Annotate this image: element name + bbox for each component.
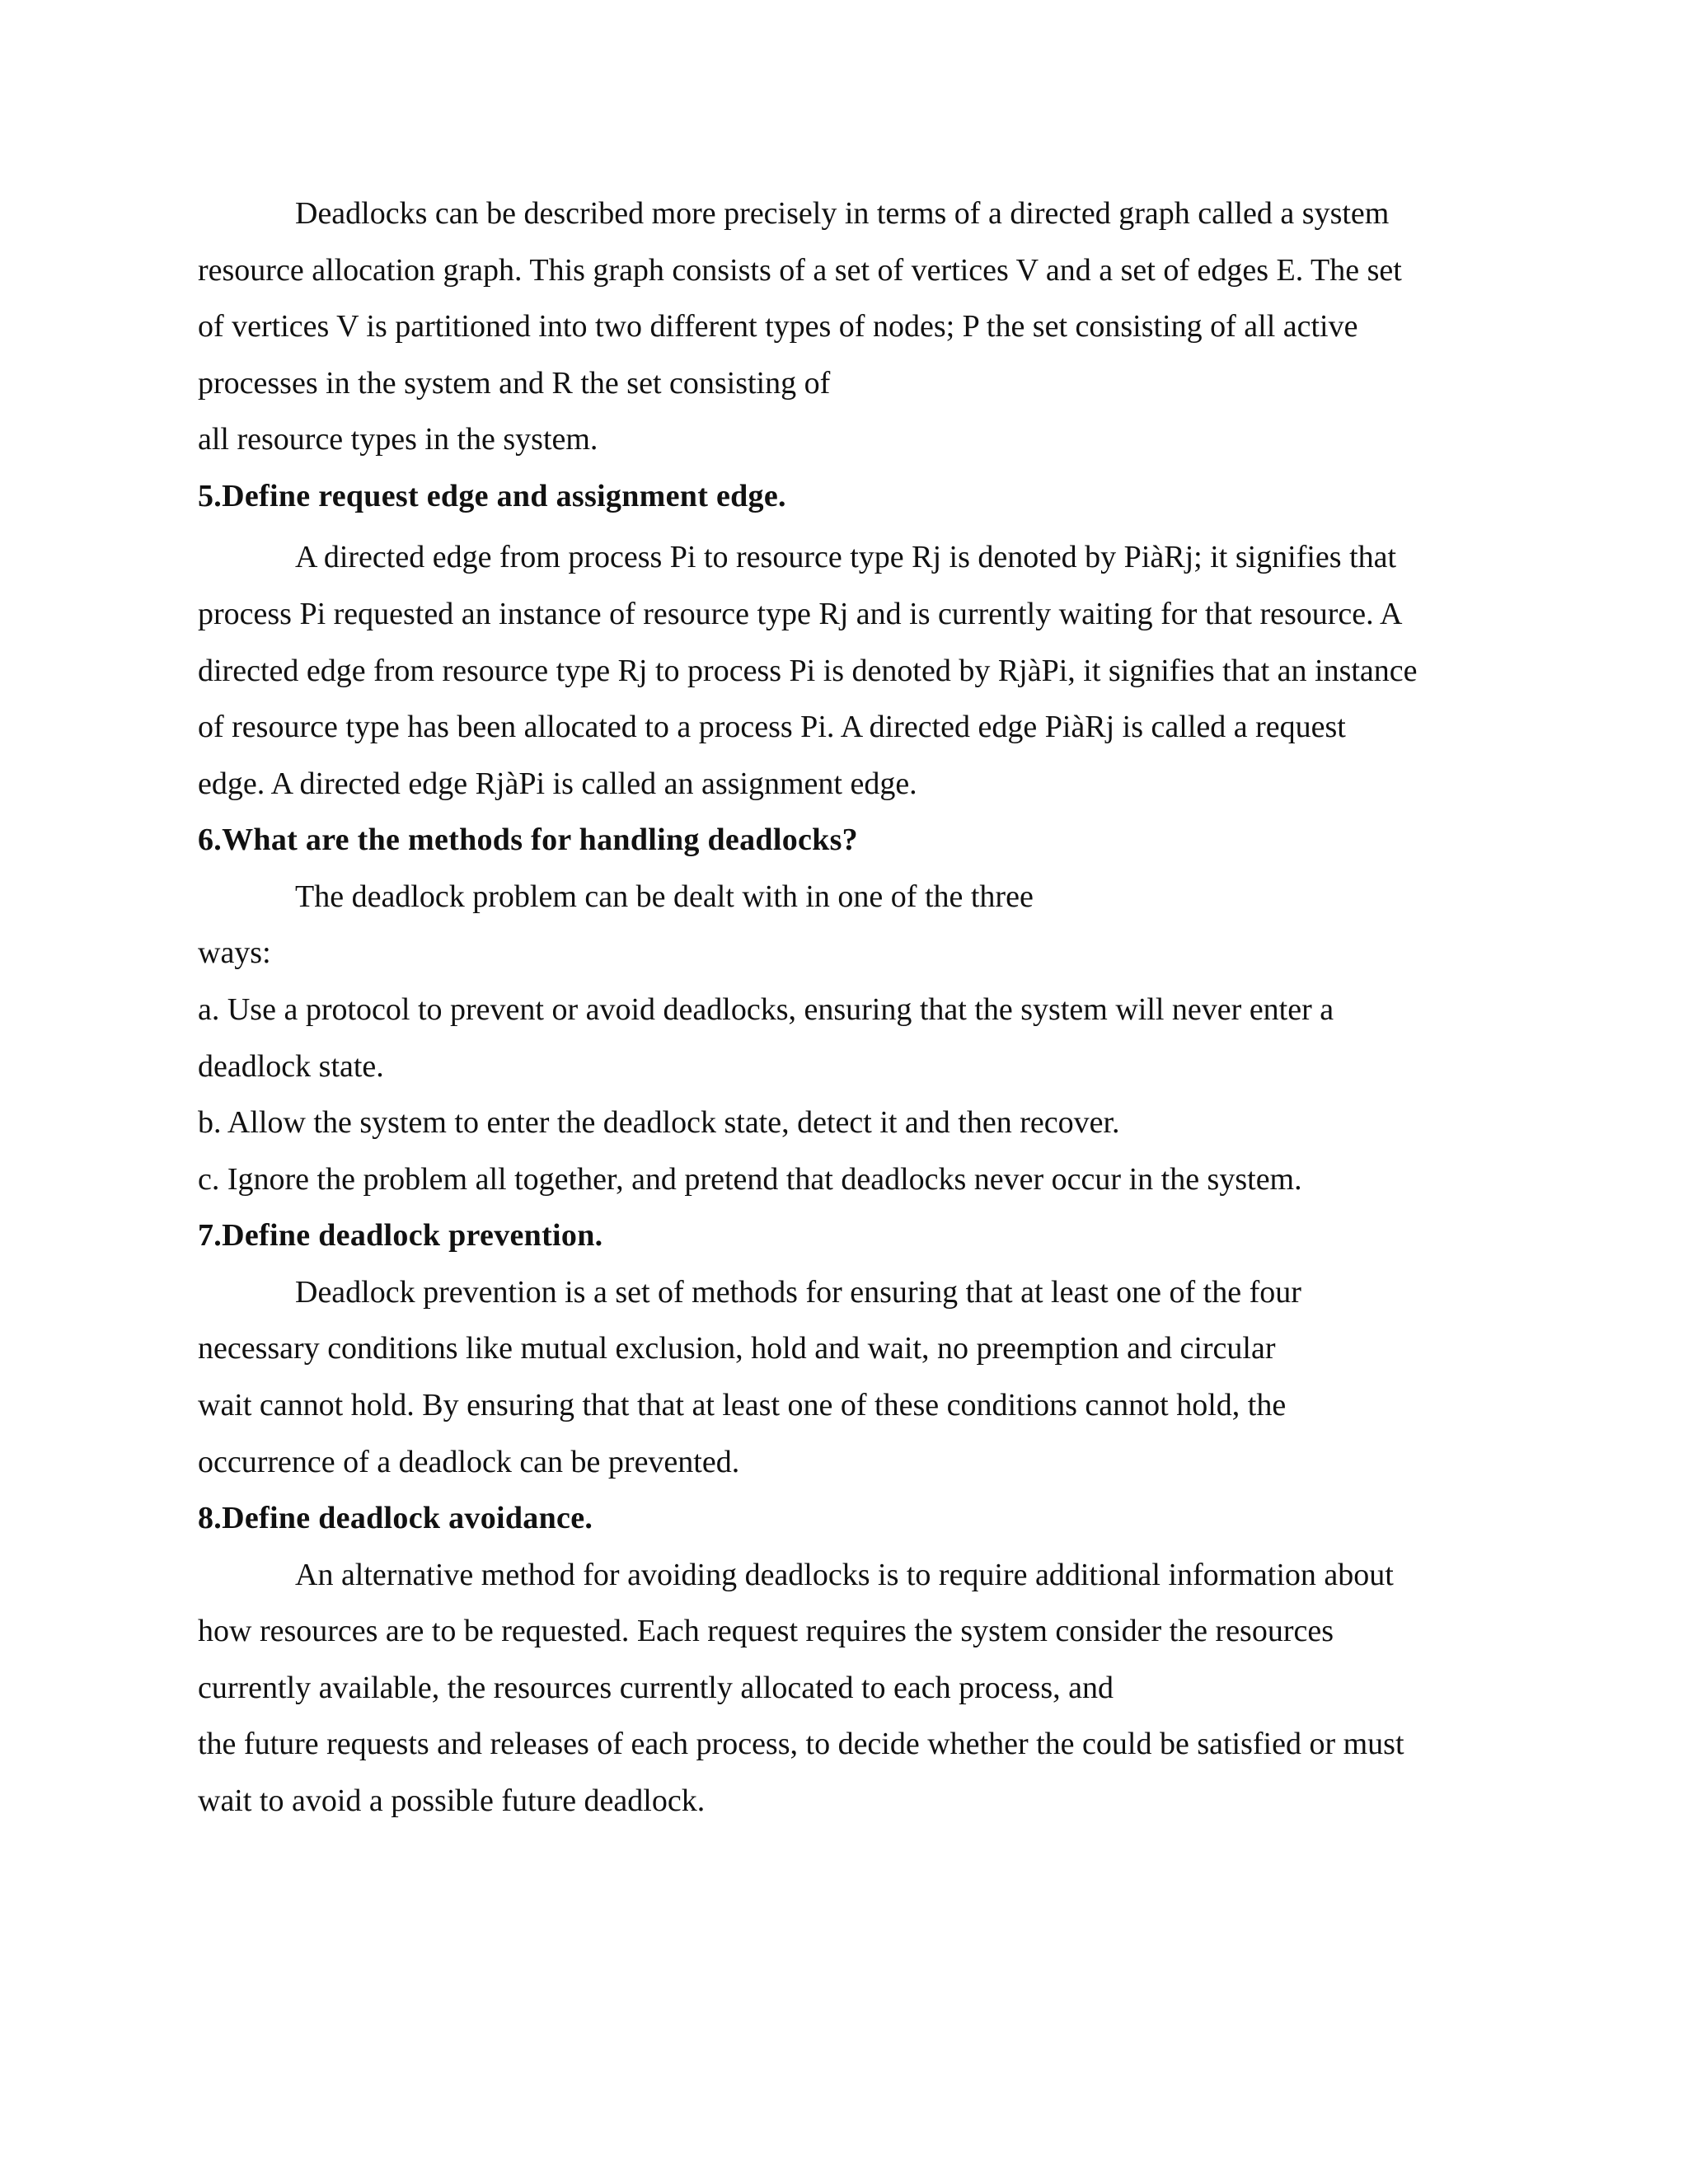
paragraph-line: ways: bbox=[198, 935, 271, 970]
paragraph-line: An alternative method for avoiding deadlocks is to require additional information about bbox=[295, 1558, 1394, 1592]
paragraph-line: directed edge from resource type Rj to process Pi is denoted by RjàPi, it signifies that an instance bbox=[198, 654, 1418, 688]
paragraph-line: the future requests and releases of each process, to decide whether the could be satisfied or must bbox=[198, 1727, 1404, 1761]
paragraph-line: A directed edge from process Pi to resource type Rj is denoted by PiàRj; it signifies that bbox=[295, 540, 1397, 574]
paragraph-line: process Pi requested an instance of resource type Rj and is currently waiting for that resource. A bbox=[198, 597, 1403, 631]
paragraph-line: occurrence of a deadlock can be prevented. bbox=[198, 1445, 740, 1479]
list-item-continuation: deadlock state. bbox=[198, 1049, 384, 1084]
section-heading: 6.What are the methods for handling deadlocks? bbox=[198, 823, 858, 857]
section-heading: 5.Define request edge and assignment edge. bbox=[198, 479, 786, 513]
paragraph-line: wait to avoid a possible future deadlock. bbox=[198, 1783, 706, 1818]
paragraph-line: Deadlock prevention is a set of methods for ensuring that at least one of the four bbox=[295, 1275, 1301, 1310]
paragraph-line: The deadlock problem can be dealt with in one of the three bbox=[295, 879, 1034, 914]
paragraph-line: of resource type has been allocated to a process Pi. A directed edge PiàRj is called a request bbox=[198, 710, 1346, 744]
paragraph-line: Deadlocks can be described more precisely in terms of a directed graph called a system bbox=[295, 196, 1390, 231]
paragraph-line: wait cannot hold. By ensuring that that at least one of these conditions cannot hold, the bbox=[198, 1388, 1287, 1422]
paragraph-line: currently available, the resources currently allocated to each process, and bbox=[198, 1671, 1114, 1705]
paragraph-line: edge. A directed edge RjàPi is called an assignment edge. bbox=[198, 766, 917, 801]
paragraph-line: resource allocation graph. This graph consists of a set of vertices V and a set of edges E. The set bbox=[198, 253, 1402, 288]
paragraph-line: necessary conditions like mutual exclusion, hold and wait, no preemption and circular bbox=[198, 1331, 1276, 1366]
paragraph-line: processes in the system and R the set consisting of bbox=[198, 366, 831, 401]
paragraph-line: all resource types in the system. bbox=[198, 422, 598, 457]
paragraph-line: how resources are to be requested. Each request requires the system consider the resources bbox=[198, 1614, 1334, 1648]
paragraph-line: of vertices V is partitioned into two different types of nodes; P the set consisting of all active bbox=[198, 309, 1358, 344]
section-heading: 7.Define deadlock prevention. bbox=[198, 1218, 603, 1253]
section-heading: 8.Define deadlock avoidance. bbox=[198, 1501, 593, 1535]
list-item: c. Ignore the problem all together, and pretend that deadlocks never occur in the system. bbox=[198, 1162, 1302, 1197]
list-item: a. Use a protocol to prevent or avoid deadlocks, ensuring that the system will never enter a bbox=[198, 992, 1334, 1027]
list-item: b. Allow the system to enter the deadlock state, detect it and then recover. bbox=[198, 1105, 1120, 1140]
